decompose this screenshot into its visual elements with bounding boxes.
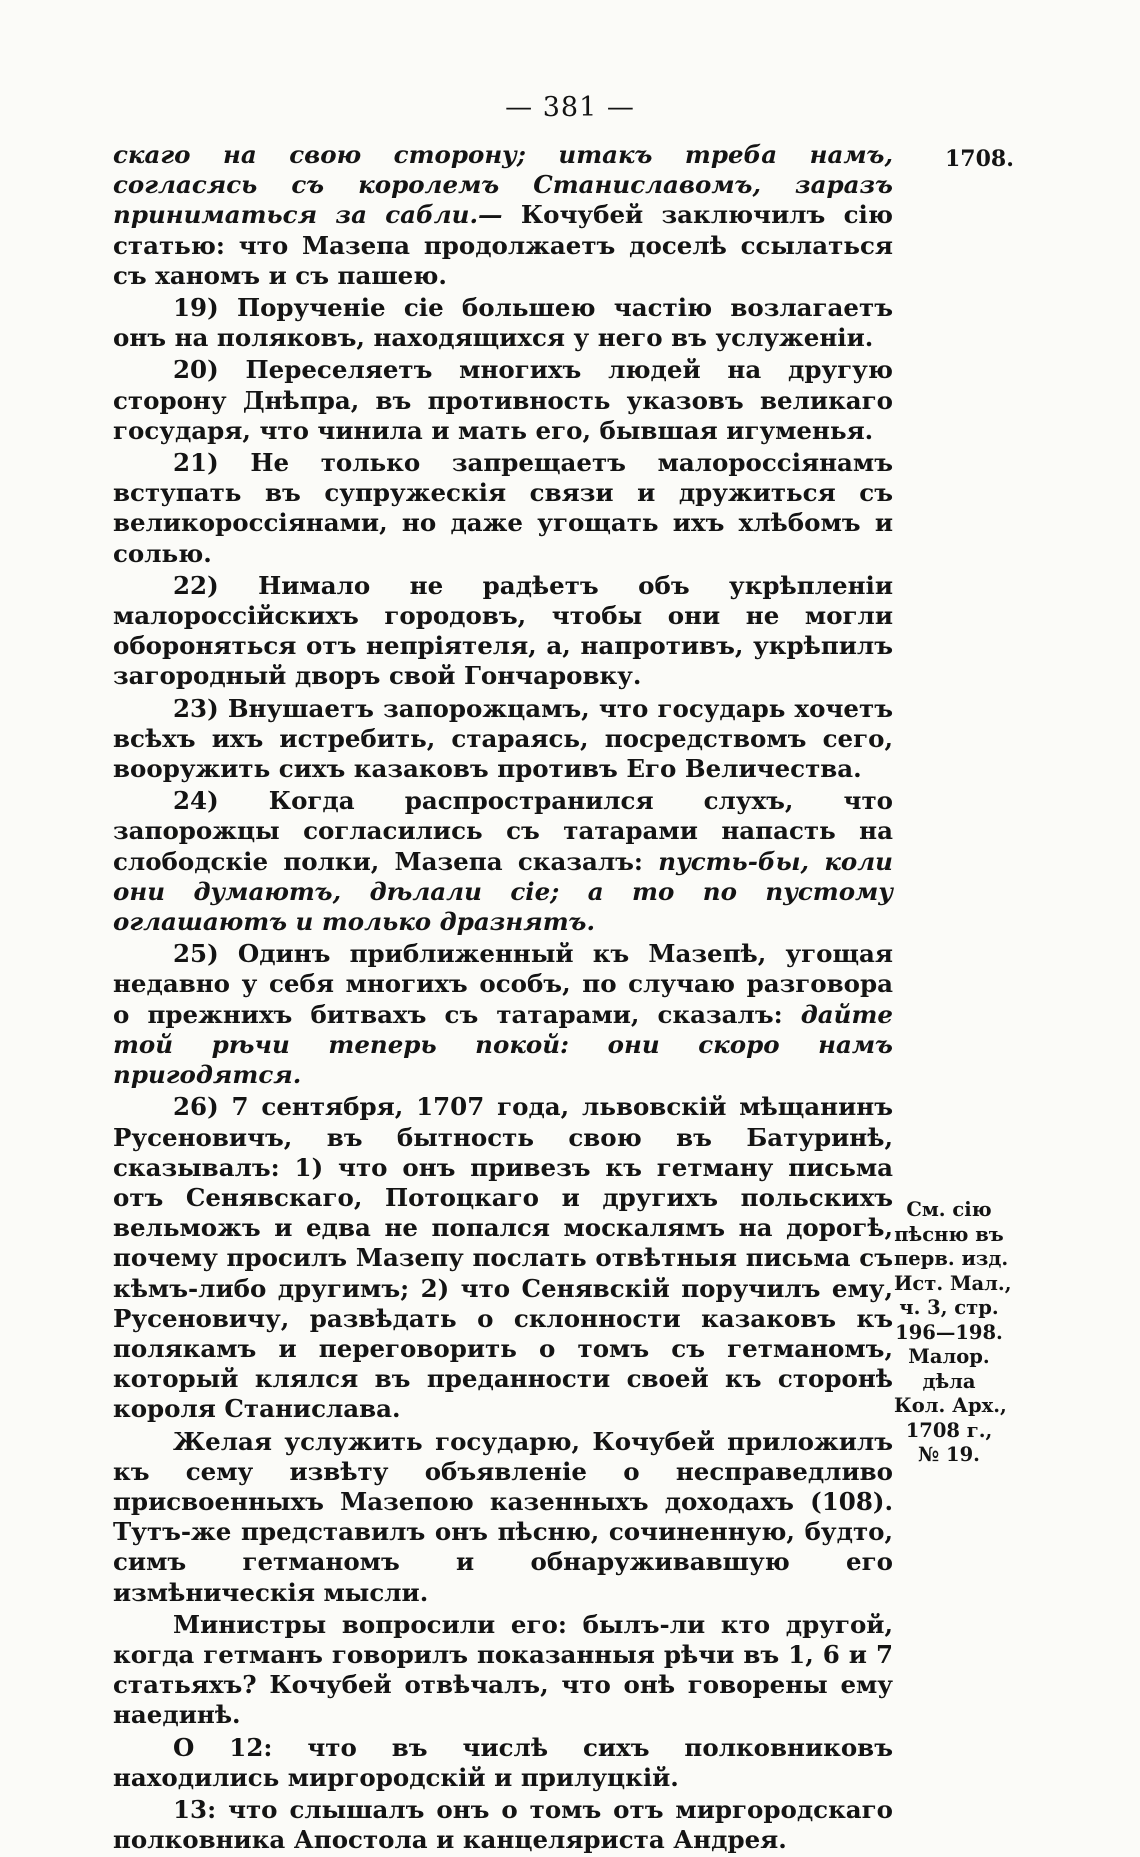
italic-text: скаго на свою сторону; итакъ треба намъ, согласясь съ королемъ Станиславомъ, заразъ приниматься за сабли.—	[113, 140, 893, 230]
body-text: 20) Переселяетъ многихъ людей на другую сторону Днѣпра, въ противность указовъ великаго государя, что чинила и мать его, бывшая игуменья.	[113, 355, 893, 445]
paragraph	[113, 293, 893, 353]
body-text: Кочубей заключилъ сію статью: что Мазепа продолжаетъ доселѣ ссылаться съ ханомъ и съ пашею.	[113, 200, 893, 290]
paragraph	[113, 694, 893, 785]
margin-note-line: пѣсню въ	[894, 1222, 1004, 1246]
paragraph	[113, 448, 893, 569]
body-text: 24) Когда распространился слухъ, что запорожцы согласились съ татарами напасть на слободскіе полки, Мазепа сказалъ:	[113, 786, 893, 876]
body-text: О 12: что въ числѣ сихъ полковниковъ находились миргородскій и прилуцкій.	[113, 1732, 893, 1792]
margin-note	[894, 1198, 1012, 1468]
paragraph	[113, 1610, 893, 1731]
margin-note-line: перв. изд.	[894, 1247, 1009, 1270]
paragraph	[113, 1733, 893, 1793]
main-text	[113, 140, 893, 1857]
paragraph	[113, 1427, 893, 1608]
paragraph	[113, 939, 893, 1090]
body-text: 19) Порученіе сіе большею частію возлагаетъ онъ на поляковъ, находящихся у него въ услуженіи.	[113, 293, 893, 353]
body-text: 21) Не только запрещаетъ малороссіянамъ вступать въ супружескія связи и дружиться съ великороссіянами, но даже угощать ихъ хлѣбомъ и солью.	[113, 448, 893, 568]
italic-text: дайте той рѣчи теперь покой: они скоро намъ пригодятся.	[113, 999, 893, 1090]
body-text: 13: что слышалъ онъ о томъ отъ миргородскаго полковника Апостола и канцеляриста Андрея.	[113, 1794, 893, 1855]
margin-note-line: 196—198.	[895, 1320, 1003, 1344]
paragraph	[113, 355, 893, 446]
margin-note-line: Малор.	[908, 1345, 990, 1368]
paragraph	[113, 1092, 893, 1424]
margin-note-line: 1708 г.,	[905, 1418, 993, 1442]
body-text: 25) Одинъ приближенный къ Мазепѣ, угощая недавно у себя многихъ особъ, по случаю разговора о прежнихъ битвахъ съ татарами, сказалъ:	[113, 939, 893, 1029]
body-text: Желая услужить государю, Кочубей приложилъ къ сему извѣту объявленіе о несправедливо присвоенныхъ Мазепою казенныхъ доходахъ (108). Тутъ-же представилъ онъ пѣсню, сочиненную, будто, симъ гетманомъ и обнаруживавшую его измѣническія мысли.	[113, 1426, 893, 1607]
paragraph	[113, 140, 893, 291]
margin-note-line: ч. 3, стр.	[899, 1296, 999, 1319]
page-number: — 381 —	[505, 92, 635, 123]
paragraph	[113, 786, 893, 937]
margin-note-line: № 19.	[918, 1443, 980, 1466]
margin-note-line: См. сію	[906, 1198, 992, 1221]
paragraph	[113, 1795, 893, 1855]
margin-year: 1708.	[945, 146, 1014, 172]
body-text: Министры вопросили его: былъ-ли кто другой, когда гетманъ говорилъ показанныя рѣчи въ 1, 6 и 7 статьяхъ? Кочубей отвѣчалъ, что онѣ говорены ему наединѣ.	[113, 1609, 893, 1730]
italic-text: пусть-бы, коли они думаютъ, дѣлали сіе; а то по пустому оглашаютъ и только дразнятъ.	[113, 846, 893, 937]
body-text: 23) Внушаетъ запорожцамъ, что государь хочетъ всѣхъ ихъ истребить, стараясь, посредствомъ сего, вооружить сихъ казаковъ противъ Его Величества.	[113, 693, 893, 784]
paragraph	[113, 571, 893, 692]
margin-note-line: Ист. Мал.,	[894, 1271, 1012, 1295]
margin-note-line: дѣла	[922, 1369, 976, 1393]
body-text: 22) Нимало не радѣетъ объ укрѣпленіи малороссійскихъ городовъ, чтобы они не могли обороняться отъ непріятеля, а, напротивъ, укрѣпилъ загородный дворъ свой Гончаровку.	[113, 570, 893, 691]
body-text: 26) 7 сентября, 1707 года, львовскій мѣщанинъ Русеновичъ, въ бытность свою въ Батуринѣ, сказывалъ: 1) что онъ привезъ къ гетману письма отъ Сенявскаго, Потоцкаго и другихъ польскихъ вельможъ и едва не попался москалямъ на дорогѣ, почему просилъ Мазепу послать отвѣтныя письма съ кѣмъ-либо другимъ; 2) что Сенявскій поручилъ ему, Русеновичу, развѣдать о склонности казаковъ къ полякамъ и переговорить о томъ съ гетманомъ, который клялся въ преданности своей къ сторонѣ короля Станислава.	[113, 1092, 893, 1424]
margin-note-line: Кол. Арх.,	[894, 1394, 1007, 1417]
